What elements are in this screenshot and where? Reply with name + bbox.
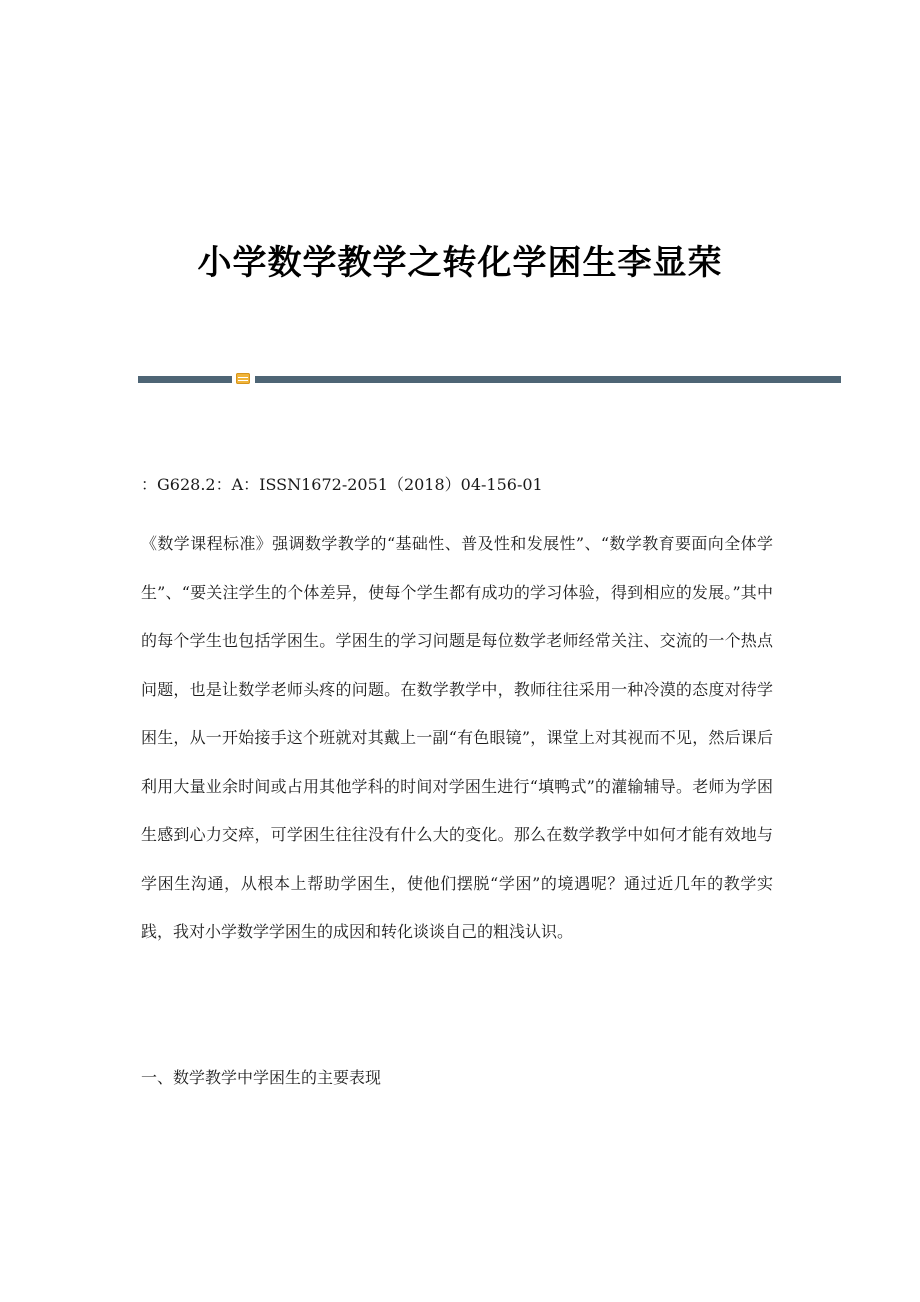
intro-paragraph: 《数学课程标准》强调数学教学的“基础性、普及性和发展性”、“数学教育要面向全体学生”、“要关注学生的个体差异，使每个学生都有成功的学习体验，得到相应的发展。”其中的每个学生也包括学困生。学困生的学习问题是每位数学老师经常关注、交流的一个热点问题，也是让数学老师头疼的问题。在数学教学中，教师往往采用一种冷漠的态度对待学困生，从一开始接手这个班就对其戴上一副“有色眼镜”，课堂上对其视而不见，然后课后利用大量业余时间或占用其他学科的时间对学困生进行“填鸭式”的灌输辅导。老师为学困生感到心力交瘁，可学困生往往没有什么大的变化。那么在数学教学中如何才能有效地与学困生沟通，从根本上帮助学困生，使他们摆脱“学困”的境遇呢？通过近几年的教学实践，我对小学数学学困生的成因和转化谈谈自己的粗浅认识。 <box>141 534 773 941</box>
document-icon <box>236 373 250 384</box>
section-heading: 一、数学教学中学困生的主要表现 <box>141 1068 382 1087</box>
divider-bar-left <box>138 376 232 383</box>
classification-line: ：G628.2：A：ISSN1672-2051（2018）04-156-01 <box>141 475 543 494</box>
document-title: 小学数学教学之转化学困生李显荣 <box>197 242 723 283</box>
divider-bar-right <box>255 376 841 383</box>
title-divider <box>138 372 841 386</box>
